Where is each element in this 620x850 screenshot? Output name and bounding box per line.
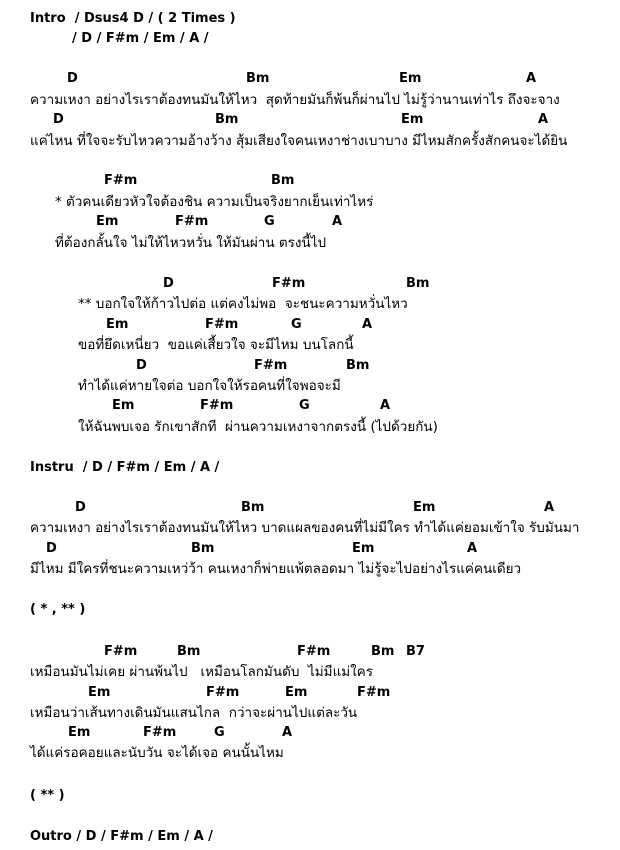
lyric-line: ** บอกใจให้ก้าวไปต่อ แต่คงไม่พอ จะชนะความหวั่นไหว [78, 296, 408, 312]
chord: A [282, 725, 293, 740]
outro-heading: Outro / D / F#m / Em / A / [30, 829, 213, 844]
repeat-marker: ( * , ** ) [30, 602, 86, 617]
chord: Bm [215, 112, 239, 127]
chord: Bm [191, 541, 215, 556]
instru-heading: Instru / D / F#m / Em / A / [30, 460, 220, 475]
chord: F#m [357, 685, 391, 700]
chord: F#m [206, 685, 240, 700]
chord: A [526, 71, 537, 86]
chord: Bm [246, 71, 270, 86]
lyric-line: * ตัวคนเดียวหัวใจต้องชิน ความเป็นจริงยากเย็นเท่าไหร่ [55, 194, 374, 210]
chord: Bm [271, 173, 295, 188]
lyric-line: แค่ไหน ที่ใจจะรับไหวความอ้างว้าง สุ้มเสียงใจคนเหงาช่างเบาบาง มีไหมสักครั้งสักคนจะได้ยิน [30, 133, 568, 149]
lyric-line: ความเหงา อย่างไรเราต้องทนมันให้ไหว บาดแผลของคนที่ไม่มีใคร ทำได้แค่ยอมเข้าใจ รับมันมา [30, 520, 580, 536]
chord: F#m [254, 358, 288, 373]
lyric-line: ที่ต้องกลั้นใจ ไม่ให้ไหวหวั่น ให้มันผ่าน ตรงนี้ไป [55, 235, 327, 251]
chord: Bm [177, 644, 201, 659]
chord: F#m [104, 644, 138, 659]
chord: A [544, 500, 555, 515]
chord: Bm [346, 358, 370, 373]
chord: Em [112, 398, 135, 413]
chord: F#m [205, 317, 239, 332]
lyric-line: ทำได้แค่หายใจต่อ บอกใจให้รอคนที่ใจพอจะมี [78, 378, 341, 394]
chord: Em [399, 71, 422, 86]
chord: Em [413, 500, 436, 515]
chord: A [362, 317, 373, 332]
chord: F#m [143, 725, 177, 740]
lyric-line: เหมือนมันไม่เคย ผ่านพ้นไป เหมือนโลกมันดับ ไม่มีแม่ใคร [30, 664, 374, 680]
chord: Em [88, 685, 111, 700]
chord: Bm [406, 276, 430, 291]
chord: A [538, 112, 549, 127]
chord: G [264, 214, 275, 229]
intro-progression: / D / F#m / Em / A / [72, 31, 209, 46]
chord: D [53, 112, 64, 127]
chord: A [380, 398, 391, 413]
chord: Em [352, 541, 375, 556]
chord: F#m [272, 276, 306, 291]
chord: D [136, 358, 147, 373]
lyric-line: เหมือนว่าเส้นทางเดินมันแสนไกล กว่าจะผ่านไปแต่ละวัน [30, 705, 358, 721]
lyric-line: ได้แค่รอคอยและนับวัน จะได้เจอ คนนั้นไหม [30, 745, 284, 761]
chord: D [163, 276, 174, 291]
chord: F#m [175, 214, 209, 229]
chord: G [291, 317, 302, 332]
chord: Em [68, 725, 91, 740]
intro-heading: Intro / Dsus4 D / ( 2 Times ) [30, 11, 236, 26]
chord: B7 [406, 644, 425, 659]
chord: Em [401, 112, 424, 127]
chord: Em [96, 214, 119, 229]
chord: F#m [297, 644, 331, 659]
chord: Em [106, 317, 129, 332]
chord: A [332, 214, 343, 229]
repeat-marker: ( ** ) [30, 788, 65, 803]
chord: G [214, 725, 225, 740]
chord: Bm [371, 644, 395, 659]
chord: D [46, 541, 57, 556]
chord: F#m [200, 398, 234, 413]
chord: A [467, 541, 478, 556]
lyric-line: ขอที่ยึดเหนี่ยว ขอแค่เสี้ยวใจ จะมีไหม บนโลกนี้ [78, 337, 354, 353]
chord: G [299, 398, 310, 413]
chord: F#m [104, 173, 138, 188]
lyric-line: ความเหงา อย่างไรเราต้องทนมันให้ไหว สุดท้ายมันก็พ้นก็ผ่านไป ไม่รู้ว่านานเท่าไร ถึงจะจาง [30, 92, 560, 108]
lyric-line: มีไหม มีใครที่ชนะความเหว่ว้า คนเหงาก็พ่ายแพ้ตลอดมา ไม่รู้จะไปอย่างไรแค่คนเดียว [30, 561, 522, 577]
chord: Bm [241, 500, 265, 515]
chord: D [75, 500, 86, 515]
chord: Em [285, 685, 308, 700]
lyric-line: ให้ฉันพบเจอ รักเขาสักที ผ่านความเหงาจากตรงนี้ (ไปด้วยกัน) [78, 419, 438, 435]
chord: D [67, 71, 78, 86]
